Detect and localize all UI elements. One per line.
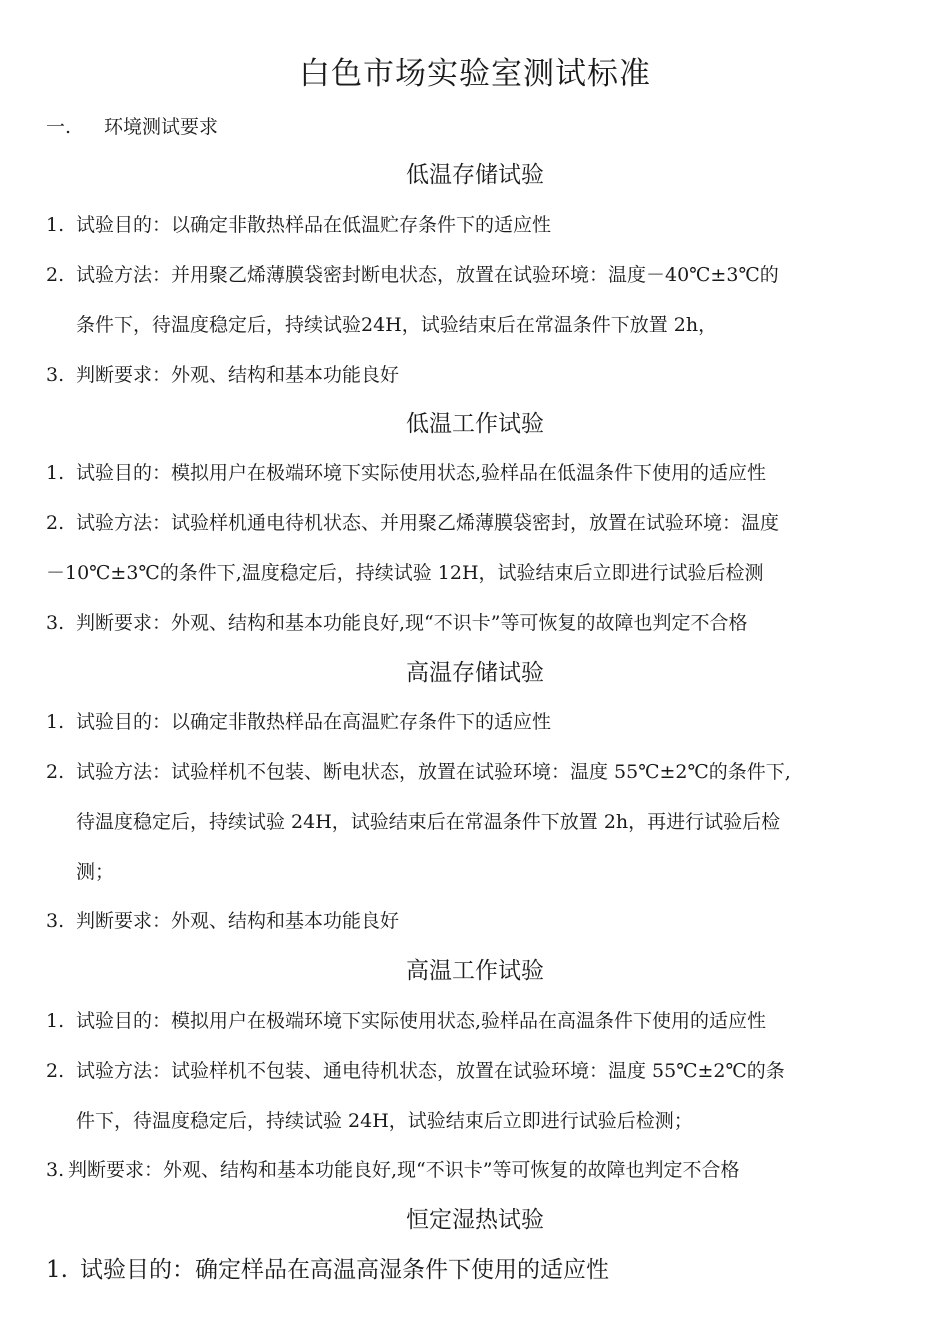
section-title-damp-heat: 恒定湿热试验 <box>406 1207 544 1233</box>
document-title: 白色市场实验室测试标准 <box>299 56 651 92</box>
item-text: 测； <box>76 861 115 883</box>
item-number: 1. <box>46 711 65 733</box>
chapter-number: 一. <box>46 116 72 138</box>
item-text: 件下，待温度稳定后，持续试验 24H，试验结束后立即进行试验后检测； <box>76 1110 693 1132</box>
list-item <box>46 200 912 250</box>
item-text: －10℃±3℃的条件下,温度稳定后，持续试验 12H，试验结束后立即进行试验后检测 <box>46 562 764 584</box>
item-text: 判断要求：外观、结构和基本功能良好 <box>76 910 400 932</box>
item-text: 试验方法：并用聚乙烯薄膜袋密封断电状态，放置在试验环境：温度－40℃±3℃的 <box>76 264 779 286</box>
item-number: 1. <box>46 214 65 236</box>
item-number: 1. <box>46 1257 68 1283</box>
list-item <box>46 1046 912 1146</box>
item-text: 判断要求：外观、结构和基本功能良好,现“不识卡”等可恢复的故障也判定不合格 <box>68 1159 740 1181</box>
item-text: 试验目的：以确定非散热样品在低温贮存条件下的适应性 <box>76 214 552 236</box>
item-text: 试验目的：模拟用户在极端环境下实际使用状态,验样品在高温条件下使用的适应性 <box>76 1010 767 1032</box>
chapter-heading <box>46 112 218 142</box>
list-item <box>46 747 912 897</box>
list-item <box>46 697 912 747</box>
list-item <box>46 598 912 648</box>
list-item <box>46 498 912 598</box>
section-title-low-temp-operation: 低温工作试验 <box>406 411 544 437</box>
item-number: 3. <box>46 910 65 932</box>
item-text: 待温度稳定后，持续试验 24H，试验结束后在常温条件下放置 2h，再进行试验后检 <box>76 811 781 833</box>
item-number: 2. <box>46 761 65 783</box>
item-number: 2. <box>46 512 65 534</box>
item-number: 3. <box>46 1159 65 1181</box>
list-item <box>46 448 912 498</box>
item-number: 1. <box>46 462 65 484</box>
item-text: 判断要求：外观、结构和基本功能良好,现“不识卡”等可恢复的故障也判定不合格 <box>76 612 748 634</box>
item-number: 2. <box>46 1060 65 1082</box>
item-number: 3. <box>46 612 65 634</box>
item-text: 试验方法：试验样机不包装、通电待机状态，放置在试验环境：温度 55℃±2℃的条 <box>76 1060 785 1082</box>
item-text: 试验目的：确定样品在高温高湿条件下使用的适应性 <box>80 1257 609 1283</box>
item-text: 试验方法：试验样机不包装、断电状态，放置在试验环境：温度 55℃±2℃的条件下, <box>76 761 791 783</box>
section-title-low-temp-storage: 低温存储试验 <box>406 162 544 188</box>
item-text: 判断要求：外观、结构和基本功能良好 <box>76 364 400 386</box>
list-item <box>46 250 912 350</box>
item-text: 试验目的：模拟用户在极端环境下实际使用状态,验样品在低温条件下使用的适应性 <box>76 462 767 484</box>
item-text: 条件下，待温度稳定后，持续试验24H，试验结束后在常温条件下放置 2h， <box>76 314 718 336</box>
section-title-high-temp-operation: 高温工作试验 <box>406 958 544 984</box>
list-item <box>46 1250 912 1290</box>
item-number: 3. <box>46 364 65 386</box>
list-item <box>46 350 912 400</box>
list-item <box>46 896 912 946</box>
item-text: 试验方法：试验样机通电待机状态、并用聚乙烯薄膜袋密封，放置在试验环境：温度 <box>76 512 780 534</box>
list-item <box>46 1145 912 1195</box>
list-item <box>46 996 912 1046</box>
item-number: 1. <box>46 1010 65 1032</box>
item-text: 试验目的：以确定非散热样品在高温贮存条件下的适应性 <box>76 711 552 733</box>
section-title-high-temp-storage: 高温存储试验 <box>406 660 544 686</box>
chapter-label: 环境测试要求 <box>104 116 219 138</box>
item-number: 2. <box>46 264 65 286</box>
